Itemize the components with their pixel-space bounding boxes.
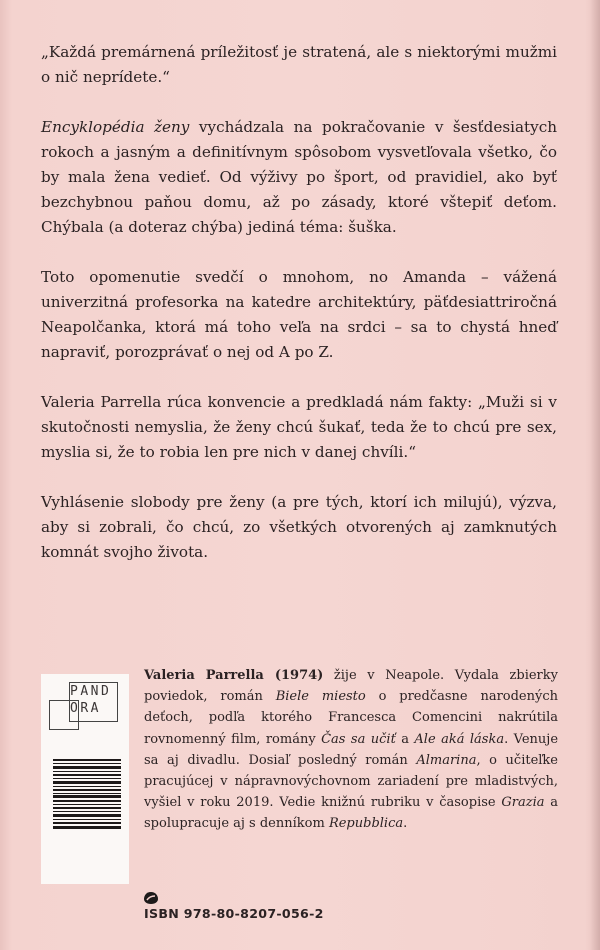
publisher-logo	[49, 682, 121, 738]
encyclopedia-title: Encyklopédia ženy	[41, 118, 190, 136]
logo-text-line2: ORA	[70, 701, 101, 716]
blurb	[41, 40, 557, 590]
logo-text-line1: PAND	[70, 684, 112, 699]
blurb-paragraph-encyclopedia	[41, 115, 557, 240]
book-title-ale-aka-laska: Ale aká láska	[414, 731, 505, 747]
isbn: ISBN 978-80-8207-056-2	[144, 906, 324, 921]
book-title-almarina: Almarina	[416, 752, 477, 768]
publisher-leaf-icon	[143, 891, 159, 905]
author-name: Valeria Parrella (1974)	[144, 668, 324, 683]
magazine-grazia: Grazia	[501, 795, 545, 811]
author-bio-text: a	[395, 731, 415, 747]
book-title-cas-sa-ucit: Čas sa učiť	[321, 731, 396, 747]
blurb-paragraph-amanda: Toto opomenutie svedčí o mnohom, no Amanda – vážená univerzitná profesorka na katedre architektúry, päťdesiattriročná Neapolčanka, ktorá má toho veľa na srdci – sa to chystá hneď napraviť, porozprávať o nej od A po Z.	[41, 268, 557, 361]
encyclopedia-text: vychádzala na pokračovanie v šesťdesiatych rokoch a jasným a definitívnym spôsobom vysvetľovala všetko, čo by mala žena vedieť. Od výživy po šport, od pravidiel, ako byť bezchybnou paňou domu, až po zásady, ktoré vštepiť deťom. Chýbala (a doteraz chýba) jediná téma: šuška.	[41, 118, 557, 236]
book-title-biele-miesto: Biele miesto	[275, 689, 366, 705]
blurb-quote: „Každá premárnená príležitosť je stratená, ale s niektorými mužmi o nič neprídete.“	[41, 43, 557, 86]
author-bio	[144, 665, 558, 835]
author-bio-text: , o učiteľke pracujúcej v nápravnovýchovnom zariadení pre mladistvých, vyšiel v roku 2019. Vedie knižnú rubriku v časopise	[144, 752, 558, 811]
author-bio-text: . Venuje sa aj divadlu. Dosiaľ posledný román	[144, 731, 559, 768]
author-bio-text: žije v Neapole. Vydala zbierky poviedok, román	[144, 668, 558, 705]
barcode	[53, 759, 121, 829]
cover-edge-shadow	[590, 0, 600, 950]
author-bio-text: .	[403, 816, 408, 832]
author-bio-text: o predčasne narodených deťoch, podľa ktorého Francesca Comencini nakrútila rovnomenný film, romány	[144, 689, 558, 747]
author-bio-text: a spolupracuje aj s denníkom	[144, 795, 558, 832]
blurb-paragraph-parrella: Valeria Parrella rúca konvencie a predkladá nám fakty: „Muži si v skutočnosti nemyslia, že ženy chcú šukať, teda že to chcú pre sex, myslia si, že to robia len pre nich v danej chvíli.“	[41, 393, 557, 461]
blurb-paragraph-freedom: Vyhlásenie slobody pre ženy (a pre tých, ktorí ich milujú), výzva, aby si zobrali, čo chcú, zo všetkých otvorených aj zamknutých komnát svojho života.	[41, 493, 557, 561]
newspaper-repubblica: Repubblica	[328, 816, 404, 832]
